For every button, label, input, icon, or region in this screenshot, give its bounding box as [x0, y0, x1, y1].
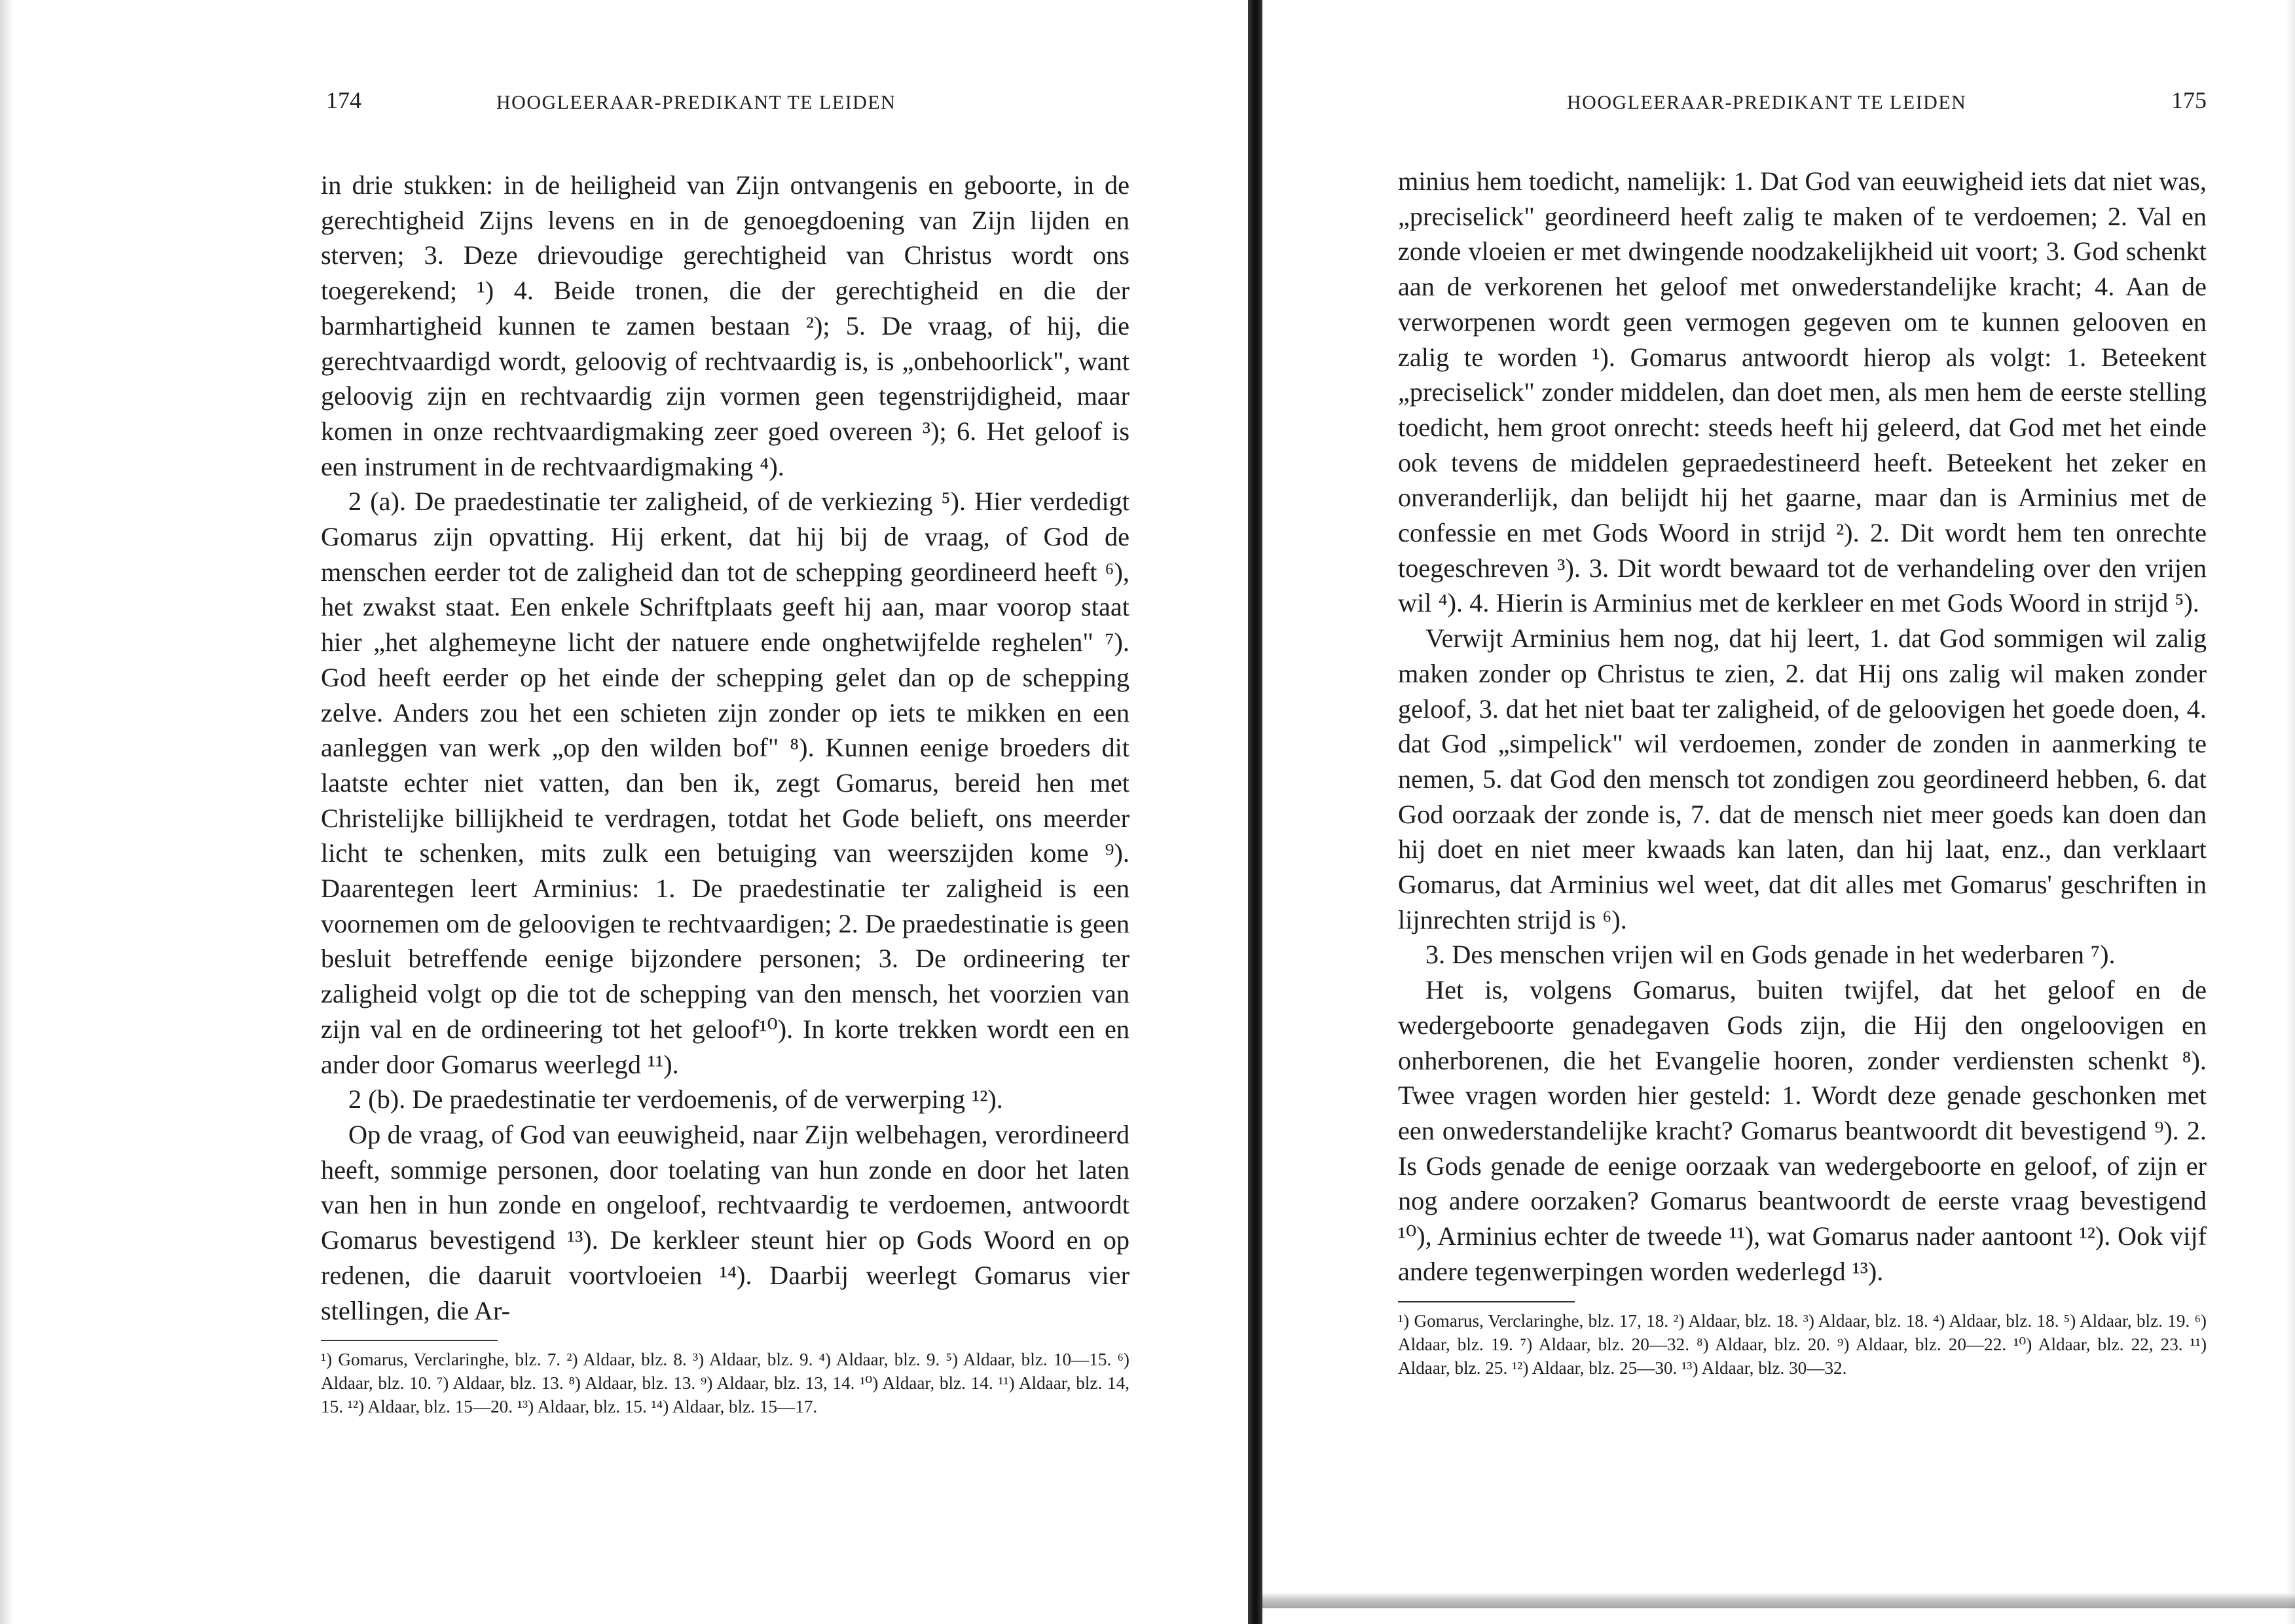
right-page-number: 175 [2171, 87, 2207, 113]
right-footnotes: ¹) Gomarus, Verclaringhe, blz. 17, 18. ²) Aldaar, blz. 18. ³) Aldaar, blz. 18. ⁴) Aldaar, blz. 18. ⁵) Aldaar, blz. 19. ⁶) Aldaar, blz. 19. ⁷) Aldaar, blz. 20—32. ⁸) Aldaar, blz. 20. ⁹) Aldaar, blz. 20—22. ¹⁰) Aldaar, blz. 22, 23. ¹¹) Aldaar, blz. 25. ¹²) Aldaar, blz. 25—30. ¹³) Aldaar, blz. 30—32. [1398, 1310, 2207, 1378]
left-paragraph-2: 2 (a). De praedestinatie ter zaligheid, of de verkiezing ⁵). Hier verdedigt Gomarus zijn opvatting. Hij erkent, dat hij bij de vraag, of God de menschen eerder tot de zaligheid dan tot de schepping geordineerd heeft ⁶), het zwakst staat. Een enkele Schriftplaats geeft hij aan, maar voorop staat hier „het alghemeyne licht der natuere ende onghetwijfelde reghelen" ⁷). God heeft eerder op het einde der schepping gelet dan op de schepping zelve. Anders zou het een schieten zijn zonder op iets te mikken en een aanleggen van werk „op den wilden bof" ⁸). Kunnen eenige broeders dit laatste echter niet vatten, dan ben ik, zegt Gomarus, bereid hen met Christelijke billijkheid te verdragen, totdat het Gode belieft, ons meerder licht te schenken, mits zulk een betuiging van weerszijden kome ⁹). Daarentegen leert Arminius: 1. De praedestinatie ter zaligheid is een voornemen om de geloovigen te rechtvaardigen; 2. De praedestinatie is geen besluit betreffende eenige bijzondere personen; 3. De ordineering ter zaligheid volgt op die tot de schepping van den mensch, het voorzien van zijn val en de ordineering tot het geloof¹⁰). In korte trekken wordt een en ander door Gomarus weerlegd ¹¹). [321, 487, 1129, 1079]
left-page-number: 174 [326, 87, 361, 113]
right-footnote-rule [1398, 1301, 1575, 1302]
left-page [321, 87, 1129, 1418]
right-paragraph-2: Verwijt Arminius hem nog, dat hij leert, 1. dat God sommigen wil zalig maken zonder op Christus te zien, 2. dat Hij ons zalig wil maken zonder geloof, 3. dat het niet baat ter zaligheid, of de geloovigen het goede doen, 4. dat God „simpelick" wil verdoemen, zonder de zonden in aanmerking te nemen, 5. dat God den mensch tot zondigen zou geordineerd hebben, 6. dat God oorzaak der zonde is, 7. dat de mensch niet meer goeds kan doen dan hij doet en niet meer kwaads kan laten, dan hij laat, enz., dan verklaart Gomarus, dat Arminius wel weet, dat dit alles met Gomarus' geschriften in lijnrechten strijd is ⁶). [1398, 623, 2207, 934]
book-spine [1248, 0, 1262, 1624]
right-page-header [1398, 87, 2207, 128]
left-page-header [321, 87, 1129, 128]
left-paragraph-1: in drie stukken: in de heiligheid van Zijn ontvangenis en geboorte, in de gerechtigheid Zijns levens en in de genoegdoening van Zijn lijden en sterven; 3. Deze drievoudige gerechtigheid van Christus wordt ons toegerekend; ¹) 4. Beide tronen, die der gerechtigheid en die der barmhartigheid kunnen te zamen bestaan ²); 5. De vraag, of hij, die gerechtvaardigd wordt, geloovig of rechtvaardig is, is „onbehoorlick", want geloovig zijn en rechtvaardig zijn vormen geen tegenstrijdigheid, maar komen in onze rechtvaardigmaking zeer goed overeen ³); 6. Het geloof is een instrument in de rechtvaardigmaking ⁴). [321, 170, 1129, 481]
page-bottom-shadow [1262, 1593, 2295, 1608]
left-paragraph-3: 2 (b). De praedestinatie ter verdoemenis, of de verwerping ¹²). [348, 1084, 1003, 1115]
left-running-head: HOOGLEERAAR-PREDIKANT TE LEIDEN [496, 92, 896, 113]
left-footnotes: ¹) Gomarus, Verclaringhe, blz. 7. ²) Aldaar, blz. 8. ³) Aldaar, blz. 9. ⁴) Aldaar, blz. 9. ⁵) Aldaar, blz. 10—15. ⁶) Aldaar, blz. 10. ⁷) Aldaar, blz. 13. ⁸) Aldaar, blz. 13. ⁹) Aldaar, blz. 13, 14. ¹⁰) Aldaar, blz. 14. ¹¹) Aldaar, blz. 14, 15. ¹²) Aldaar, blz. 15—20. ¹³) Aldaar, blz. 15. ¹⁴) Aldaar, blz. 15—17. [321, 1350, 1129, 1417]
right-page-body [1398, 164, 2207, 1289]
right-paragraph-3: 3. Des menschen vrijen wil en Gods genade in het wederbaren ⁷). [1425, 940, 2116, 970]
left-paragraph-4: Op de vraag, of God van eeuwigheid, naar Zijn welbehagen, verordineerd heeft, sommige personen, door toelating van hun zonde en door het laten van hen in hun zonde en ongeloof, rechtvaardig te verdoemen, antwoordt Gomarus bevestigend ¹³). De kerkleer steunt hier op Gods Woord en op redenen, die daaruit voortvloeien ¹⁴). Daarbij weerlegt Gomarus vier stellingen, die Ar- [321, 1119, 1129, 1325]
left-page-body [321, 168, 1129, 1328]
right-paragraph-1: minius hem toedicht, namelijk: 1. Dat God van eeuwigheid iets dat niet was, „preciselick" geordineerd heeft zalig te maken of te verdoemen; 2. Val en zonde vloeien er met dwingende noodzakelijkheid uit voort; 3. God schenkt aan de verkorenen het geloof met onwederstandelijke kracht; 4. Aan de verworpenen wordt geen vermogen gegeven om te kunnen gelooven en zalig te worden ¹). Gomarus antwoordt hierop als volgt: 1. Beteekent „preciselick" zonder middelen, dan doet men, als men hem de eerste stelling toedicht, hem groot onrecht: steeds heeft hij geleerd, dat God met het einde ook tevens de middelen gepraedestineerd heeft. Beteekent het zeker en onveranderlijk, dan belijdt hij het gaarne, maar dan is Arminius met de confessie en met Gods Woord in strijd ²). 2. Dit wordt hem ten onrechte toegeschreven ³). 3. Dit wordt bewaard tot de verhandeling over den vrijen wil ⁴). 4. Hierin is Arminius met de kerkleer en met Gods Woord in strijd ⁵). [1398, 166, 2207, 618]
right-running-head: HOOGLEERAAR-PREDIKANT TE LEIDEN [1567, 92, 1967, 113]
left-footnote-rule [321, 1340, 498, 1341]
right-paragraph-4: Het is, volgens Gomarus, buiten twijfel, dat het geloof en de wedergeboorte genadegaven Gods zijn, die Hij den ongeloovigen en onherborenen, die het Evangelie hooren, zonder verdiensten schenkt ⁸). Twee vragen worden hier gesteld: 1. Wordt deze genade geschonken met een onwederstandelijke kracht? Gomarus beantwoordt dit bevestigend ⁹). 2. Is Gods genade de eenige oorzaak van wedergeboorte en geloof, of zijn er nog andere oorzaken? Gomarus beantwoordt de eerste vraag bevestigend ¹⁰), Arminius echter de tweede ¹¹), wat Gomarus nader aantoont ¹²). Ook vijf andere tegenwerpingen worden wederlegd ¹³). [1398, 975, 2207, 1286]
right-page [1398, 87, 2207, 1380]
book-edge-right [2286, 0, 2295, 1624]
book-edge-left [0, 0, 13, 1624]
